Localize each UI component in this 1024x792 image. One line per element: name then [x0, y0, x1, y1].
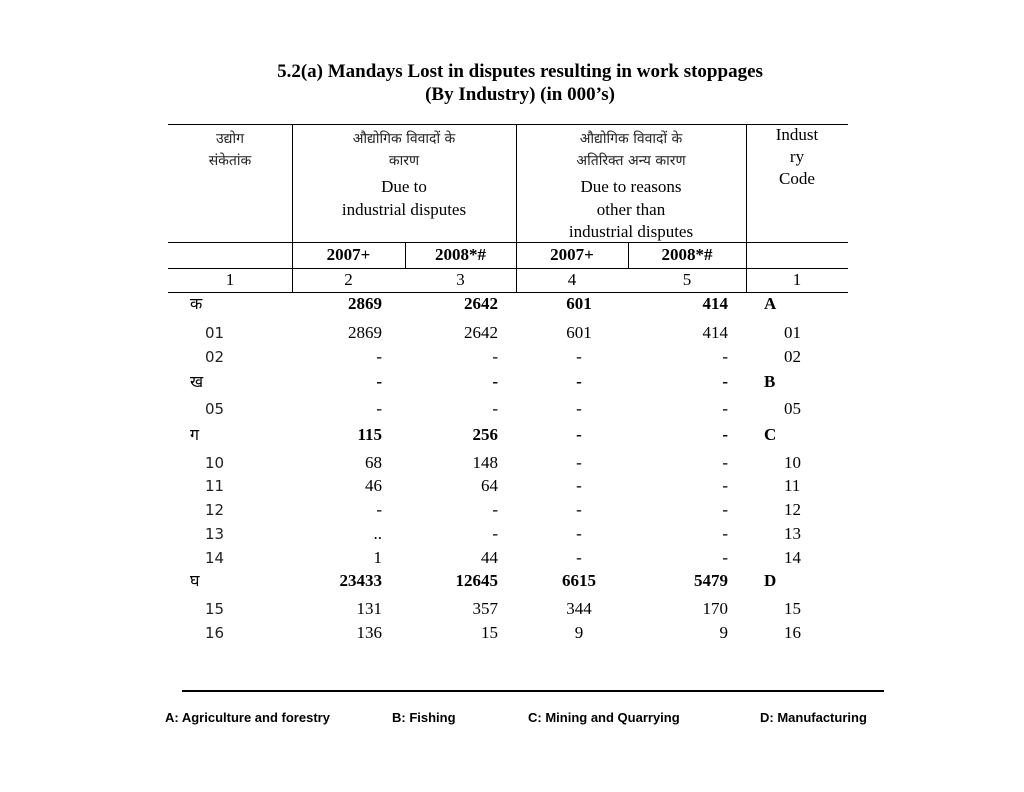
table-cell-code: C — [764, 425, 777, 444]
table-cell-code: 12 — [784, 500, 801, 519]
col-num-5: 5 — [682, 270, 692, 289]
col-num-2: 2 — [344, 270, 353, 289]
col-num-4: 4 — [567, 270, 577, 289]
table-cell-code: 15 — [784, 599, 801, 618]
table-cell-label: ग — [190, 425, 200, 444]
table-cell-v1: - — [376, 500, 382, 519]
table-cell-label: घ — [190, 571, 200, 590]
table-cell-v2: 256 — [472, 425, 498, 444]
table-cell-code: 02 — [784, 347, 801, 366]
table-cell-v4: - — [722, 372, 728, 391]
table-cell-code: 05 — [784, 399, 801, 418]
table-cell-v1: 131 — [356, 599, 382, 618]
table-cell-v2: 148 — [472, 453, 498, 472]
table-cell-v4: - — [722, 425, 728, 444]
table-cell-v2: - — [492, 500, 498, 519]
col-num-1: 1 — [225, 270, 235, 289]
table-cell-v1: 136 — [356, 623, 382, 642]
table-cell-v4: 414 — [702, 294, 728, 313]
table-cell-code: 16 — [784, 623, 801, 642]
table-cell-label: 05 — [205, 400, 225, 418]
header-ind-disp-en-1: Due to — [381, 177, 427, 196]
table-cell-code: 13 — [784, 524, 801, 543]
table-cell-v3: 6615 — [562, 571, 596, 590]
table-cell-v1: .. — [373, 524, 382, 543]
table-cell-v3: 601 — [566, 323, 592, 342]
legend-agriculture: A: Agriculture and forestry — [165, 710, 330, 725]
year-2008-other: 2008*# — [661, 245, 713, 264]
table-cell-v2: 2642 — [464, 323, 498, 342]
table-cell-v3: - — [576, 548, 582, 567]
header-ind-disp-hi-2: कारण — [388, 153, 420, 169]
table-cell-label: 10 — [205, 454, 225, 472]
table-cell-v1: 2869 — [348, 294, 382, 313]
table-cell-label: 14 — [205, 549, 225, 567]
table-cell-v4: - — [722, 399, 728, 418]
table-cell-v4: - — [722, 548, 728, 567]
table-cell-v4: - — [722, 524, 728, 543]
table-cell-code: A — [764, 294, 777, 313]
table-cell-v4: - — [722, 476, 728, 495]
table-cell-v3: - — [576, 524, 582, 543]
table-cell-v2: - — [492, 372, 498, 391]
table-cell-label: 01 — [205, 324, 225, 342]
table-cell-v2: - — [492, 524, 498, 543]
num-row-rule — [168, 292, 848, 293]
table-cell-v2: 357 — [472, 599, 498, 618]
table-cell-code: 10 — [784, 453, 801, 472]
table-cell-v4: - — [722, 500, 728, 519]
table-cell-v4: 9 — [719, 623, 728, 642]
table-cell-v1: 1 — [373, 548, 382, 567]
header-ind-disp-en-2: industrial disputes — [341, 200, 467, 219]
table-cell-label: 13 — [205, 525, 225, 543]
table-cell-v3: 601 — [566, 294, 592, 313]
table-cell-v3: 344 — [566, 599, 592, 618]
table-cell-v3: - — [576, 347, 582, 366]
header-other-en-2: other than — [596, 200, 666, 219]
header-industry-hi-1: उद्योग — [216, 131, 244, 147]
legend-manufacturing: D: Manufacturing — [760, 710, 867, 725]
table-cell-code: 14 — [784, 548, 801, 567]
header-other-en-1: Due to reasons — [580, 177, 682, 196]
legend-fishing: B: Fishing — [392, 710, 456, 725]
col-num-6: 1 — [792, 270, 802, 289]
table-cell-v1: 46 — [365, 476, 382, 495]
table-cell-v3: - — [576, 476, 582, 495]
table-cell-v3: - — [576, 425, 582, 444]
table-cell-v3: - — [576, 399, 582, 418]
table-cell-label: 11 — [205, 477, 225, 495]
table-cell-v1: 23433 — [339, 571, 382, 590]
table-cell-v1: - — [376, 399, 382, 418]
header-other-en-3: industrial disputes — [568, 222, 694, 241]
header-code-1: Indust — [775, 125, 819, 144]
table-cell-v4: 414 — [702, 323, 728, 342]
year-2007-disputes: 2007+ — [326, 245, 371, 264]
table-cell-code: D — [764, 571, 777, 590]
year-2007-other: 2007+ — [550, 245, 594, 264]
table-cell-code: B — [764, 372, 776, 391]
title-line-2: (By Industry) (in 000’s) — [425, 84, 615, 105]
header-other-hi-1: औद्योगिक विवादों के — [579, 131, 683, 147]
table-cell-code: 01 — [784, 323, 801, 342]
table-cell-v1: 68 — [365, 453, 382, 472]
table-cell-v2: 44 — [481, 548, 498, 567]
legend-mining: C: Mining and Quarrying — [528, 710, 680, 725]
table-cell-label: 12 — [205, 501, 225, 519]
table-cell-v3: - — [576, 500, 582, 519]
table-cell-label: ख — [190, 372, 204, 391]
table-cell-v2: 15 — [481, 623, 498, 642]
footer-rule — [182, 690, 884, 692]
header-code-2: ry — [789, 147, 805, 166]
table-cell-label: क — [190, 294, 203, 313]
table-cell-v2: 64 — [481, 476, 498, 495]
table-cell-v3: - — [576, 453, 582, 472]
table-cell-v3: 9 — [574, 623, 584, 642]
table-cell-v4: 5479 — [694, 571, 728, 590]
year-2008-disputes: 2008*# — [435, 245, 486, 264]
table-cell-v2: - — [492, 399, 498, 418]
table-cell-label: 16 — [205, 624, 225, 642]
table-cell-v3: - — [576, 372, 582, 391]
table-cell-v1: 2869 — [348, 323, 382, 342]
page-title — [150, 60, 890, 106]
header-code-3: Code — [779, 169, 815, 188]
table-cell-v2: - — [492, 347, 498, 366]
table-cell-v1: - — [376, 347, 382, 366]
table-cell-label: 02 — [205, 348, 225, 366]
header-ind-disp-hi-1: औद्योगिक विवादों के — [352, 131, 456, 147]
table-cell-label: 15 — [205, 600, 225, 618]
table-cell-v1: - — [376, 372, 382, 391]
table-cell-v4: 170 — [702, 599, 728, 618]
table-cell-v1: 115 — [357, 425, 382, 444]
title-line-1: 5.2(a) Mandays Lost in disputes resulting in work stoppages — [277, 61, 763, 82]
header-industry-hi-2: संकेतांक — [208, 153, 252, 169]
header-other-hi-2: अतिरिक्त अन्य कारण — [576, 153, 686, 169]
table-cell-v2: 2642 — [464, 294, 498, 313]
table-cell-v4: - — [722, 453, 728, 472]
col-num-3: 3 — [456, 270, 465, 289]
table-cell-v2: 12645 — [455, 571, 498, 590]
table-cell-v4: - — [722, 347, 728, 366]
table-cell-code: 11 — [784, 476, 801, 495]
